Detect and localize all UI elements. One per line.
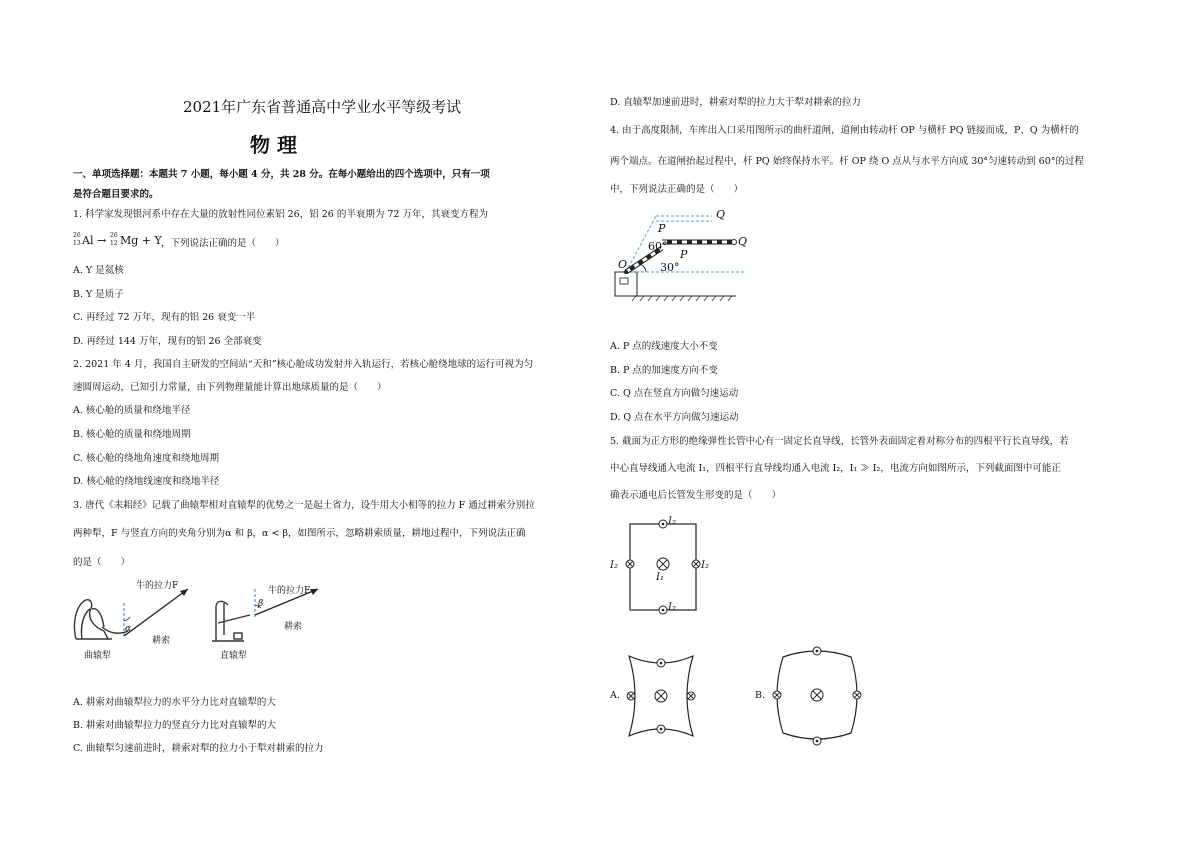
label-O: O [618,258,628,271]
mg-z: 12 [110,240,118,247]
q2-option-b: B. 核心舱的质量和绕地周期 [73,429,191,440]
q5-stem-1: 5. 截面为正方形的绝缘弹性长管中心有一固定长直导线，长管外表面固定着对称分布的四根平行长直导线，若 [610,436,1069,447]
al-mass: 26 [73,232,81,239]
q2-stem-2: 速圆周运动，已知引力常量，由下列物理量能计算出地球质量的是（ ） [73,382,387,393]
beta-label: β [258,599,264,609]
mg-mass: 26 [110,232,118,239]
label-30: 30° [660,261,680,274]
q5-option-a-label: A. [610,690,620,701]
straight-plough-drawing [212,601,250,641]
q1-option-a: A. Y 是氦核 [73,265,124,276]
q3-option-a: A. 耕索对曲辕犁拉力的水平分力比对直辕犁的大 [73,697,276,708]
label-Q-upper: Q [716,208,726,221]
q1-option-b: B. Y 是质子 [73,289,124,300]
I2-left: I₂ [610,560,618,571]
label-P-upper: P [658,222,666,235]
plough-figure [68,577,328,667]
q3-option-b: B. 耕索对曲辕犁拉力的竖直分力比对直辕犁的大 [73,720,277,731]
label-P-lower: P [680,248,688,261]
q4-option-b: B. P 点的加速度方向不变 [610,365,718,376]
label-Q-lower: Q [738,235,748,248]
I2-top: I₂ [668,516,676,527]
q2-option-d: D. 核心舱的绕地线速度和绕地半径 [73,476,220,487]
I2-right: I₂ [701,560,709,571]
q4-stem-1: 4. 由于高度限制，车库出入口采用图所示的曲杆道闸，道闸由转动杆 OP 与横杆 PQ 链接而成，P、Q 为横杆的 [610,125,1079,136]
al-z: 13 [73,240,81,247]
curved-plough-label: 曲辕犁 [84,651,112,661]
alpha-label: α [125,624,132,634]
q4-stem-2: 两个端点。在道闸抬起过程中，杆 PQ 始终保持水平。杆 OP 绕 O 点从与水平方向成 30°匀速转动到 60°的过程 [610,156,1084,167]
rope-label-1: 耕索 [152,636,171,646]
mg-y: Mg + Y [120,234,162,247]
q5-option-b-label: B. [755,690,766,701]
q3-stem-3: 的是（ ） [73,557,131,568]
curved-force-arrow [124,589,188,636]
q2-option-a: A. 核心舱的质量和绕地半径 [73,405,191,416]
q3-stem-2: 两种犁，F 与竖直方向的夹角分别为α 和 β，α < β，如图所示，忽略耕索质量，耕地过程中，下列说法正确 [73,528,526,539]
force-label-1: 牛的拉力F [136,581,179,591]
q4-option-c: C. Q 点在竖直方向做匀速运动 [610,388,739,399]
curved-plough-drawing [74,600,128,639]
q1-stem: 1. 科学家发现银河系中存在大量的放射性同位素铝 26，铝 26 的半衰期为 72 万年，其衰变方程为 [73,209,488,220]
eq-tail: ，下列说法正确的是（ ） [161,238,285,249]
q4-option-d: D. Q 点在水平方向做匀速运动 [610,412,739,423]
subject-title: 物 理 [250,133,297,157]
q3-option-d: D. 直辕犁加速前进时，耕索对犁的拉力大于犁对耕索的拉力 [610,97,861,108]
q1-option-d: D. 再经过 144 万年，现有的铝 26 全部衰变 [73,336,262,347]
q3-option-c: C. 曲辕犁匀速前进时，耕索对犁的拉力小于犁对耕索的拉力 [73,743,324,754]
q1-option-c: C. 再经过 72 万年，现有的铝 26 衰变一半 [73,312,256,323]
q5-option-a-figure [621,646,701,746]
section-heading-2: 是符合题目要求的。 [73,189,159,200]
q3-stem-1: 3. 唐代《耒耜经》记载了曲辕犁相对直辕犁的优势之一是起土省力，设牛用大小相等的拉力 F 通过耕索分别拉 [73,500,535,511]
label-60: 60° [648,240,668,253]
rope-label-2: 耕索 [284,622,303,632]
tube-cross-section [608,512,718,622]
I1-center: I₁ [656,572,664,583]
gate-figure [612,204,752,304]
straight-plough-label: 直辕犁 [220,651,248,661]
arrow: → [97,234,107,247]
q2-option-c: C. 核心舱的绕地角速度和绕地周期 [73,453,219,464]
q2-stem-1: 2. 2021 年 4 月，我国自主研发的空间站“天和”核心舱成功发射并入轨运行，若核心舱绕地球的运行可视为匀 [73,359,534,370]
q4-option-a: A. P 点的线速度大小不变 [610,341,718,352]
q5-stem-3: 确表示通电后长管发生形变的是（ ） [610,490,782,501]
al-symbol: Al [82,234,94,247]
exam-title: 2021年广东省普通高中学业水平等级考试 [183,98,462,116]
q5-stem-2: 中心直导线通入电流 I₁，四根平行直导线均通入电流 I₂，I₁ ≫ I₂，电流方向如图所示，下列截面图中可能正 [610,463,1061,474]
section-heading: 一、单项选择题：本题共 7 小题，每小题 4 分，共 28 分。在每小题给出的四个选项中，只有一项 [73,169,490,180]
q5-option-b-figure [773,641,863,751]
force-label-2: 牛的拉力F [268,586,311,596]
q4-stem-3: 中，下列说法正确的是（ ） [610,184,744,195]
I2-bottom: I₂ [668,602,676,613]
